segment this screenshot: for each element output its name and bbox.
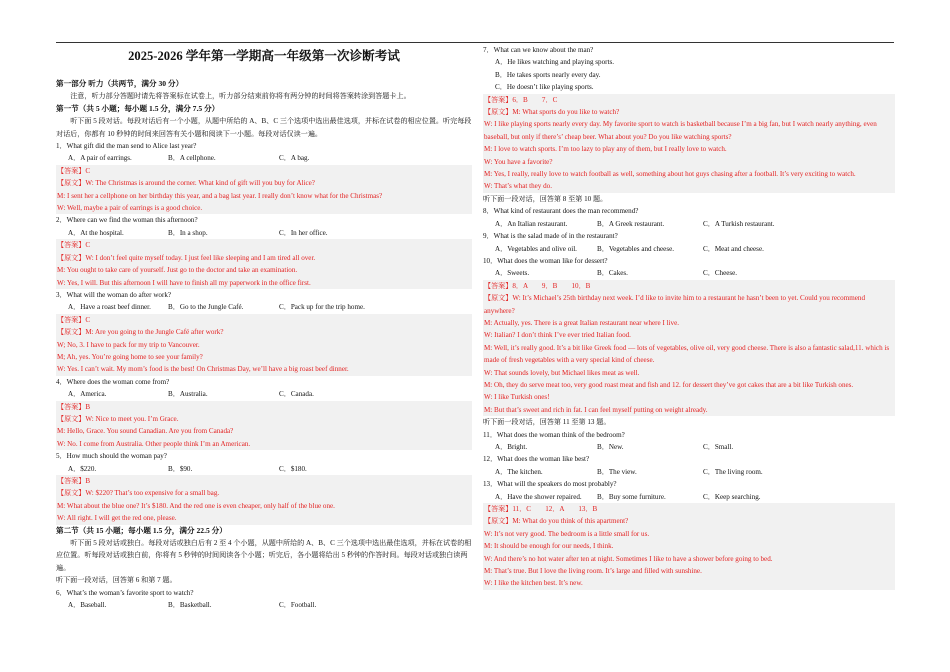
- options-row: [483, 491, 895, 503]
- script-line: M: Actually, yes. There is a great Italian restaurant near where I live.: [483, 317, 895, 329]
- question-stem: 5．How much should the woman pay?: [56, 452, 167, 461]
- options-row: [483, 267, 895, 279]
- script-line: M: What about the blue one? It’s $180. And the red one is even cheaper, only half of the blue one.: [56, 500, 472, 512]
- question-stem: 1．What gift did the man send to Alice last year?: [56, 142, 197, 151]
- exam-title: 2025-2026 学年第一学期高一年级第一次诊断考试: [128, 49, 400, 63]
- option-b: B．New.: [597, 443, 624, 451]
- option-c: C．Pack up for the trip home.: [279, 303, 365, 312]
- top-rule: [56, 42, 894, 43]
- options-row: [56, 463, 472, 475]
- option-a: A．America.: [68, 390, 107, 399]
- answer-line: 【答案】11．C 12．A 13．B: [483, 503, 895, 515]
- script-line: M: It should be enough for our needs, I think.: [483, 540, 895, 552]
- option-a: A．Baseball.: [68, 601, 107, 610]
- script-line: M: Well, it’s really good. It’s a bit like Greek food — lots of vegetables, olive oil, very good cheese. There is also a fantastic salad,11. which is made of fresh vegetables with a very special kind of cheese.: [483, 342, 895, 367]
- script-line: M: You ought to take care of yourself. Just go to the doctor and take an examination.: [56, 264, 472, 276]
- answer-line: 【答案】8．A 9．B 10．B: [483, 280, 895, 292]
- part1-note: 注意，听力部分答题时请先将答案标在试卷上，听力部分结束前你将有两分钟的时间将答案转涂到答题卡上。: [70, 92, 411, 101]
- question-stem: 3．What will the woman do after work?: [56, 290, 172, 299]
- option-a: A．Sweets.: [495, 269, 530, 278]
- question-stem: 6．What’s the woman’s favorite sport to watch?: [56, 588, 194, 597]
- section2-heading: 第二节（共 15 小题；每小题 1.5 分，满分 22.5 分）: [56, 525, 227, 535]
- answer-block-8-10: [483, 280, 895, 416]
- option-c: C．Football.: [279, 601, 317, 610]
- script-line: 【原文】W: The Christmas is around the corner. What kind of gift will you buy for Alice?: [56, 177, 472, 189]
- script-line: M: But that’s sweet and rich in fat. I can feel myself putting on weight already.: [483, 404, 895, 416]
- question-stem: 10．What does the woman like for dessert?: [483, 256, 608, 265]
- script-line: M: Oh, they do serve meat too, very good roast meat and fish and 12. for dessert they’ve got cakes that are a bit like Turkish ones.: [483, 379, 895, 391]
- option-b: B．Basketball.: [168, 601, 212, 610]
- option-c: C．Keep searching.: [703, 492, 761, 501]
- option-c: C．Small.: [703, 443, 734, 451]
- question-stem: 9．What is the salad made of in the restaurant?: [483, 232, 618, 241]
- question-stem: 2．Where can we find the woman this afternoon?: [56, 216, 198, 225]
- options-row: [56, 301, 472, 313]
- dialog-intro: 听下面一段对话，回答第 6 和第 7 题。: [56, 576, 177, 585]
- script-line: M: That’s true. But I love the living room. It’s large and filled with sunshine.: [483, 565, 895, 577]
- script-line: W; No, 3. I have to pack for my trip to Vancouver.: [56, 339, 472, 351]
- answer-line: 【答案】C: [56, 239, 472, 251]
- options-row: [56, 388, 472, 400]
- question-9: [483, 230, 895, 255]
- question-3: [56, 289, 472, 376]
- option-b: B．Cakes.: [597, 269, 628, 278]
- option-a: A．Vegetables and olive oil.: [495, 244, 577, 253]
- script-line: M: Yes, I really, really love to watch football as well, something about hot guys chasing after a football. It’s very exciting to watch.: [483, 168, 895, 180]
- section1-instruction: 听下面 5 段对话。每段对话后有一个小题，从题中所给的 A、B、C 三个选项中选出最佳选项，并标在试卷的相应位置。听完每段对话后，你都有 10 秒钟的时间来回答有关小题和阅读下一小题。每段对话仅读一遍。: [56, 117, 472, 138]
- question-5: [56, 450, 472, 524]
- section2-instruction: 听下面 5 段对话或独白。每段对话或独白后有 2 至 4 个小题，从题中所给的 A、B、C 三个选项中选出最佳选项，并标在试卷的相应位置。听每段对话或独白前，你将有 5 秒钟的时间阅读各个小题；听完后，各小题将给出 5 秒钟的作答时间。每段对话或独白读两遍。: [56, 539, 472, 572]
- option-c: C．Cheese.: [703, 269, 738, 278]
- script-line: W: That sounds lovely, but Michael likes meat as well.: [483, 367, 895, 379]
- script-line: 【原文】M: What sports do you like to watch?: [483, 106, 895, 118]
- question-10: [483, 255, 895, 280]
- part1-heading: 第一部分 听力（共两节，满分 30 分）: [56, 79, 184, 88]
- option-a: A．A pair of earrings.: [68, 154, 132, 163]
- options-row: [483, 218, 895, 230]
- script-line: W: Well, maybe a pair of earrings is a good choice.: [56, 202, 472, 214]
- question-11: [483, 429, 895, 454]
- options-row: [483, 441, 895, 453]
- options-row: [483, 466, 895, 478]
- option-a: A．He likes watching and playing sports.: [495, 58, 614, 67]
- option-a: A．An Italian restaurant.: [495, 219, 568, 228]
- script-line: W: And there’s no hot water after ten at night. Sometimes I like to have a shower before going to bed.: [483, 553, 895, 565]
- question-stem: 12．What does the woman like best?: [483, 455, 590, 464]
- option-b: B．He takes sports nearly every day.: [495, 70, 601, 79]
- option-c: C．The living room.: [703, 467, 763, 476]
- question-2: [56, 214, 472, 288]
- option-b: B．Vegetables and cheese.: [597, 244, 675, 253]
- script-line: W: That’s what they do.: [483, 180, 895, 192]
- left-column: [56, 44, 472, 611]
- question-13: [483, 478, 895, 503]
- option-b: B．Go to the Jungle Café.: [168, 303, 244, 312]
- question-stem: 8．What kind of restaurant does the man recommend?: [483, 207, 639, 216]
- answer-line: 【答案】C: [56, 314, 472, 326]
- option-c: C．A Turkish restaurant.: [703, 219, 775, 228]
- script-line: 【原文】W: Nice to meet you. I’m Grace.: [56, 413, 472, 425]
- options-row: [56, 227, 472, 239]
- script-line: W: I like playing sports nearly every day. My favorite sport to watch is basketball because I’m a big fan, but I watch nearly anything, even baseball, but only if there’s’ cheap beer. What about you? Do you like watching sports?: [483, 118, 895, 143]
- answer-line: 【答案】B: [56, 401, 472, 413]
- option-b: B．Australia.: [168, 390, 208, 399]
- dialog-intro: 听下面一段对话，回答第 8 至第 10 题。: [483, 194, 608, 203]
- dialog-intro: 听下面一段对话，回答第 11 至第 13 题。: [483, 418, 611, 427]
- question-stem: 7．What can we know about the man?: [483, 46, 594, 54]
- option-c: C．$180.: [279, 464, 307, 473]
- option-b: B．$90.: [168, 464, 193, 473]
- option-a: A．The kitchen.: [495, 467, 543, 476]
- option-b: B．A cellphone.: [168, 154, 216, 163]
- question-6: [56, 587, 472, 612]
- script-line: M: Hello, Grace. You sound Canadian. Are you from Canada?: [56, 425, 472, 437]
- script-line: 【原文】M: What do you think of this apartment?: [483, 515, 895, 527]
- option-c: C．In her office.: [279, 228, 328, 237]
- question-8: [483, 205, 895, 230]
- option-b: B．The view.: [597, 467, 637, 476]
- script-line: W: It’s not very good. The bedroom is a little small for us.: [483, 528, 895, 540]
- script-line: 【原文】M: Are you going to the Jungle Café after work?: [56, 326, 472, 338]
- option-c: C．He doesn’t like playing sports.: [495, 83, 594, 92]
- question-12: [483, 453, 895, 478]
- option-a: A．$220.: [68, 464, 97, 473]
- option-a: A．Have the shower repaired.: [495, 492, 582, 501]
- script-line: M: I love to watch sports. I’m too lazy to play any of them, but I really love to watch.: [483, 143, 895, 155]
- question-stem: 13．What will the speakers do most probably?: [483, 480, 617, 489]
- option-a: A．At the hospital.: [68, 228, 124, 237]
- answer-line: 【答案】6．B 7．C: [483, 94, 895, 106]
- script-line: W: I like the kitchen best. It’s new.: [483, 577, 895, 589]
- option-a: A．Bright.: [495, 443, 528, 451]
- option-c: C．Canada.: [279, 390, 314, 399]
- script-line: W: No. I come from Australia. Other people think I’m an American.: [56, 438, 472, 450]
- section1-heading: 第一节（共 5 小题；每小题 1.5 分，满分 7.5 分）: [56, 103, 220, 113]
- script-line: 【原文】W: I don’t feel quite myself today. I just feel like sleeping and I am tired all over.: [56, 252, 472, 264]
- options-row: [483, 243, 895, 255]
- script-line: W: All right. I will get the red one, please.: [56, 512, 472, 524]
- script-line: M; Ah, yes. You’re going home to see your family?: [56, 351, 472, 363]
- answer-block-11-13: [483, 503, 895, 590]
- script-line: 【原文】W: It’s Michael’s 25th birthday next week. I’d like to invite him to a restaurant he hasn’t been to yet. Could you recommend anywhere?: [483, 292, 895, 317]
- script-line: W: You have a favorite?: [483, 156, 895, 168]
- options-row: [56, 152, 472, 164]
- question-1: [56, 140, 472, 214]
- option-b: B．In a shop.: [168, 228, 208, 237]
- question-stem: 4．Where does the woman come from?: [56, 377, 170, 386]
- script-line: 【原文】W: $220? That’s too expensive for a small bag.: [56, 487, 472, 499]
- script-line: W: Yes, I will. But this afternoon I will have to finish all my paperwork in the office first.: [56, 277, 472, 289]
- answer-block-6-7: [483, 94, 895, 193]
- option-a: A．Have a roast beef dinner.: [68, 303, 151, 312]
- answer-line: 【答案】C: [56, 165, 472, 177]
- option-c: C．A bag.: [279, 154, 310, 163]
- script-line: M: I sent her a cellphone on her birthday this year, and a bag last year. I really don’t know what for the Christmas?: [56, 190, 472, 202]
- question-4: [56, 376, 472, 450]
- script-line: W: Italian? I don’t think I’ve ever tried Italian food.: [483, 329, 895, 341]
- script-line: W: Yes. I can’t wait. My mom’s food is the best! On Christmas Day, we’ll have a big roast beef dinner.: [56, 363, 472, 375]
- option-c: C．Meat and cheese.: [703, 244, 764, 253]
- question-7: [483, 44, 895, 94]
- question-stem: 11．What does the woman think of the bedroom?: [483, 430, 625, 439]
- options-row: [56, 599, 472, 611]
- option-b: B．A Greek restaurant.: [597, 219, 665, 228]
- option-b: B．Buy some furniture.: [597, 492, 666, 501]
- answer-line: 【答案】B: [56, 475, 472, 487]
- right-column: [483, 44, 895, 590]
- script-line: W: I like Turkish ones!: [483, 391, 895, 403]
